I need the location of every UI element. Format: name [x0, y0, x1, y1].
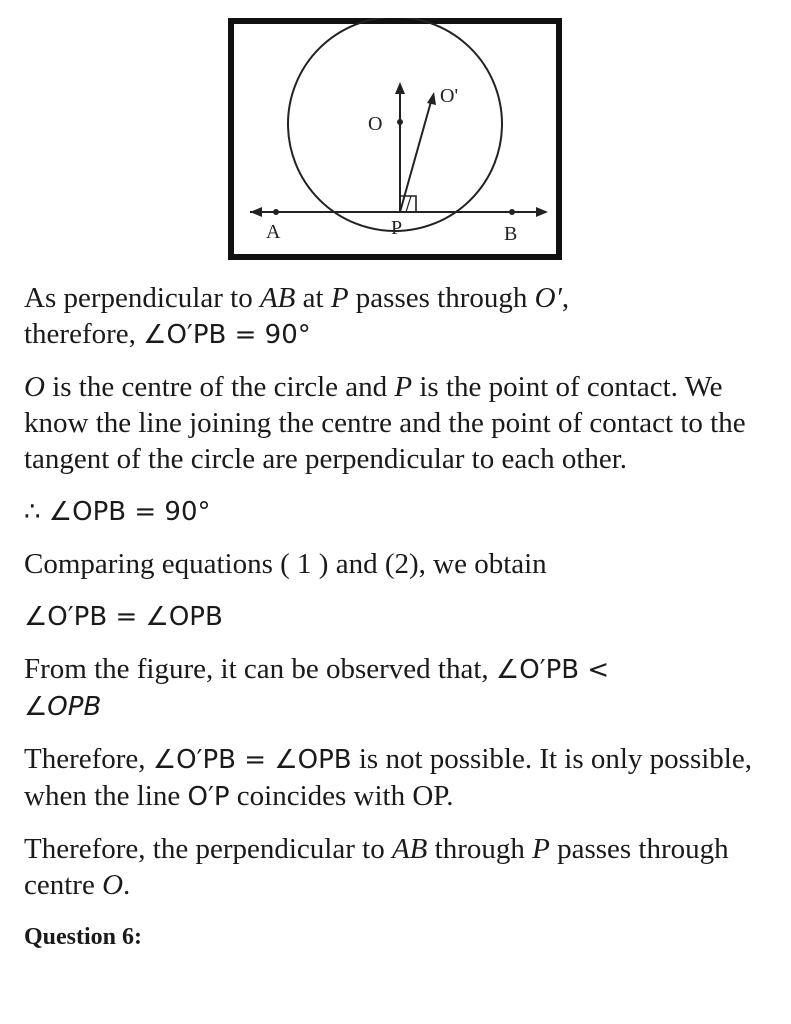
text: passes through centre [24, 833, 729, 901]
text: through [427, 833, 533, 865]
label-o: O [368, 113, 383, 135]
paragraph-6 [24, 651, 764, 725]
text: at [295, 282, 331, 314]
equation-2: ∴ ∠OPB = 90° [24, 497, 211, 527]
label-b: B [504, 223, 518, 245]
paragraph-3 [24, 493, 764, 530]
math-ab: AB [391, 833, 428, 865]
solution-text [24, 280, 764, 955]
math-o-prime: O′ [534, 282, 562, 314]
label-p: P [391, 217, 403, 239]
paragraph-1 [24, 280, 764, 353]
math-ab: AB [259, 282, 296, 314]
paragraph-7 [24, 741, 764, 815]
text: Therefore, [24, 743, 153, 775]
math-o: O [102, 869, 124, 901]
math-o-prime-p: O′P [187, 782, 230, 812]
equation-4b: ∠OPB [24, 692, 102, 722]
text: is not possible. It is only possible, when the line [24, 743, 752, 812]
text: Comparing equations ( 1 ) and (2), we obtain [24, 548, 547, 580]
math-p: P [394, 371, 413, 403]
text: therefore, [24, 318, 144, 350]
paragraph-2 [24, 369, 764, 477]
label-o-prime: O' [440, 85, 459, 107]
math-p: P [532, 833, 550, 865]
text: is the point of contact. We know the line joining the centre and the point of contact to the tangent of the circle are perpendicular to each other. [24, 371, 746, 475]
math-p: P [330, 282, 349, 314]
text: From the figure, it can be observed that, [24, 653, 496, 685]
text: As perpendicular to [24, 282, 260, 314]
text: Therefore, the perpendicular to [24, 833, 392, 865]
point-a [273, 209, 279, 215]
text: coincides with OP. [229, 780, 454, 812]
equation-1: ∠O′PB = 90° [143, 320, 311, 350]
equation-5: ∠O′PB = ∠OPB [152, 745, 352, 775]
equation-4: ∠O′PB < [495, 655, 610, 685]
geometry-figure [228, 18, 562, 260]
paragraph-5 [24, 598, 764, 635]
label-a: A [266, 221, 281, 243]
text: passes through [348, 282, 535, 314]
paragraph-8 [24, 831, 764, 903]
paragraph-4 [24, 546, 764, 582]
figure-svg [228, 18, 562, 260]
text: . [123, 869, 131, 901]
text: , [561, 282, 570, 314]
equation-3: ∠O′PB = ∠OPB [24, 602, 223, 632]
math-o: O [24, 371, 45, 403]
text: is the centre of the circle and [44, 371, 395, 403]
point-b [509, 209, 515, 215]
question-heading: Question 6: [24, 924, 143, 950]
point-o [397, 119, 403, 125]
